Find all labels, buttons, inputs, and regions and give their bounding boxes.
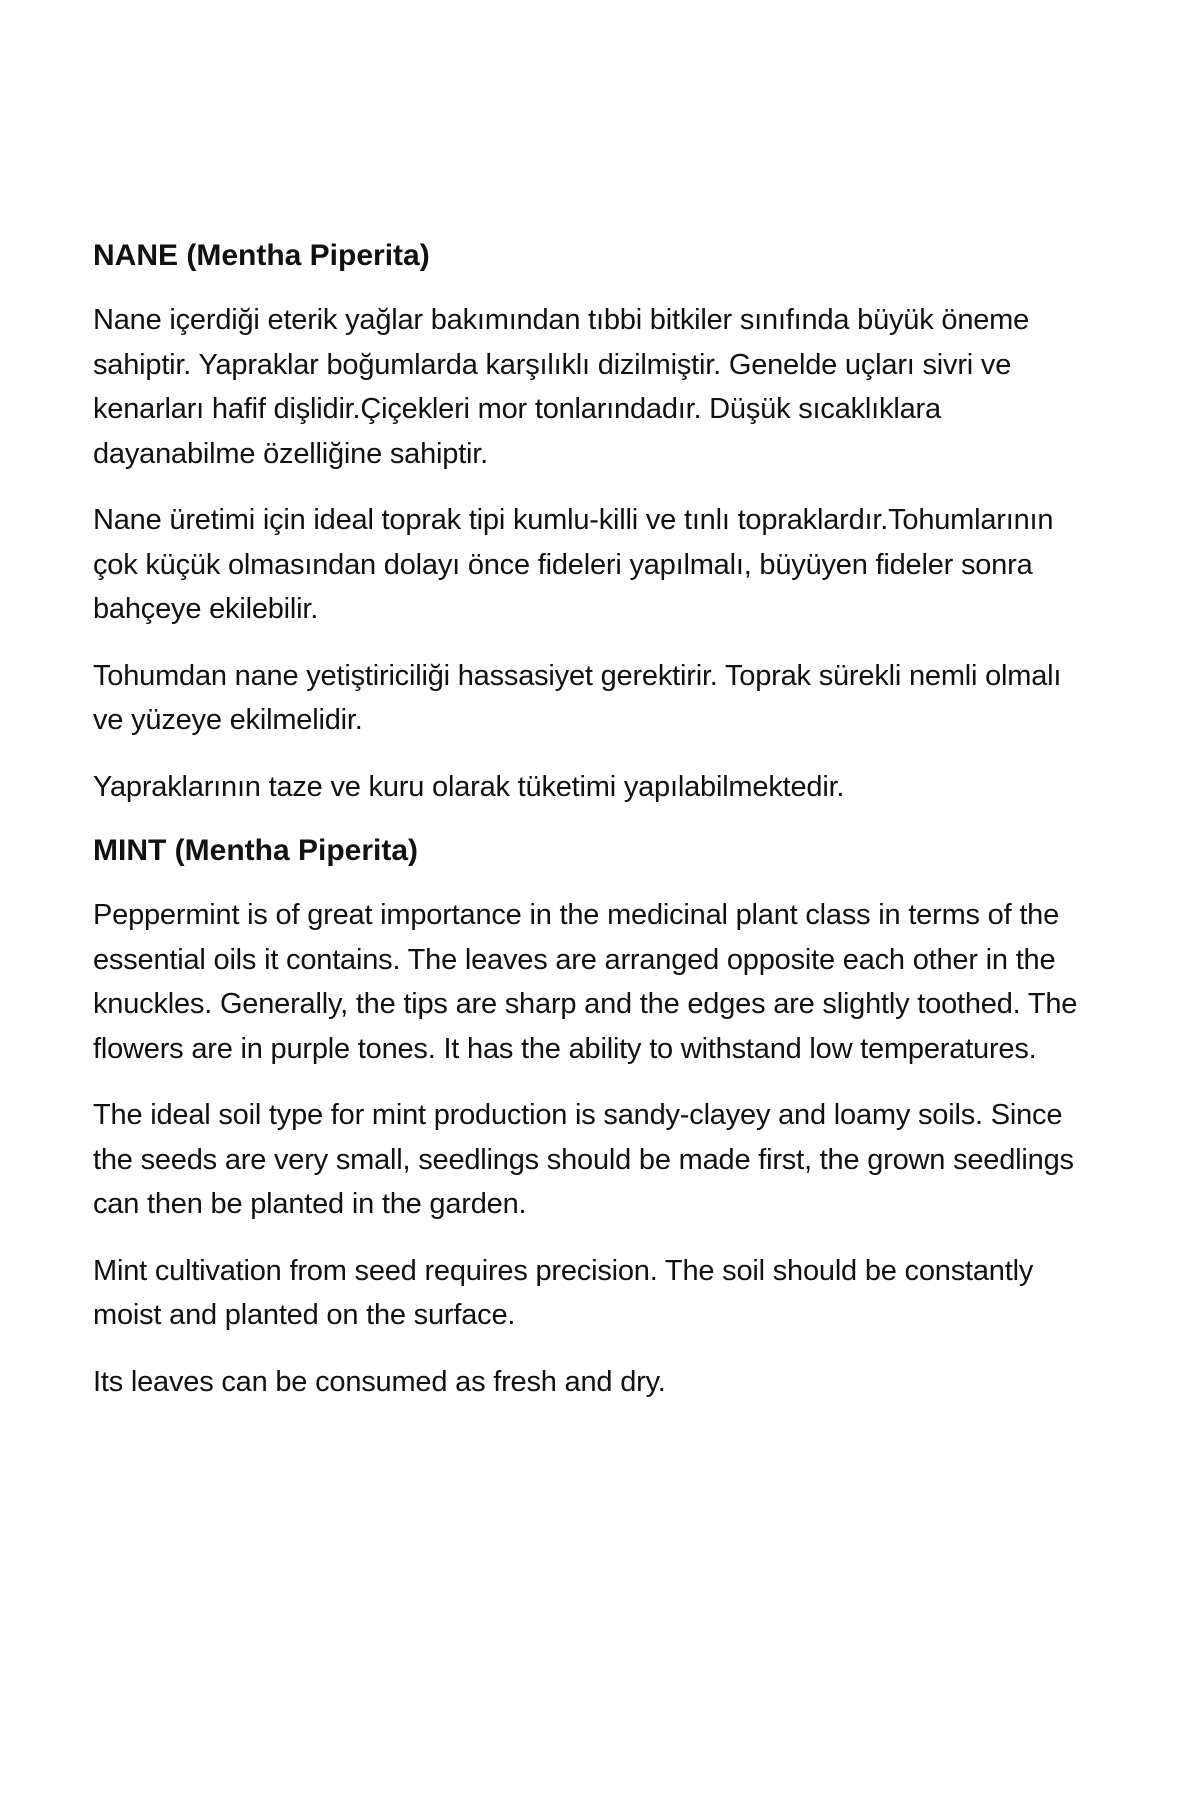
- section-turkish: [93, 234, 1093, 809]
- paragraph: Tohumdan nane yetiştiriciliği hassasiyet gerektirir. Toprak sürekli nemli olmalı ve yüzeye ekilmelidir.: [93, 659, 1062, 736]
- paragraph: Mint cultivation from seed requires precision. The soil should be constantly moist and planted on the surface.: [93, 1254, 1034, 1331]
- paragraph: The ideal soil type for mint production is sandy-clayey and loamy soils. Since the seeds are very small, seedlings should be made first, the grown seedlings can then be planted in the garden.: [93, 1099, 1074, 1220]
- paragraph: Yapraklarının taze ve kuru olarak tüketimi yapılabilmektedir.: [93, 770, 845, 803]
- section-title: MINT (Mentha Piperita): [93, 834, 419, 867]
- paragraph: Its leaves can be consumed as fresh and dry.: [93, 1365, 666, 1398]
- paragraph: Peppermint is of great importance in the medicinal plant class in terms of the essential oils it contains. The leaves are arranged opposite each other in the knuckles. Generally, the tips are sharp and the edges are slightly toothed. The flowers are in purple tones. It has the ability to withstand low temperatures.: [93, 899, 1078, 1065]
- paragraph: Nane üretimi için ideal toprak tipi kumlu-killi ve tınlı topraklardır.Tohumlarının çok küçük olmasından dolayı önce fideleri yapılmalı, büyüyen fideler sonra bahçeye ekilebilir.: [93, 504, 1054, 625]
- document-page: [93, 234, 1093, 1426]
- section-title: NANE (Mentha Piperita): [93, 239, 430, 272]
- paragraph: Nane içerdiği eterik yağlar bakımından tıbbi bitkiler sınıfında büyük öneme sahiptir. Yapraklar boğumlarda karşılıklı dizilmiştir. Genelde uçları sivri ve kenarları hafif dişlidir.Çiçekleri mor tonlarındadır. Düşük sıcaklıklara dayanabilme özelliğine sahiptir.: [93, 304, 1030, 470]
- section-english: [93, 829, 1093, 1404]
